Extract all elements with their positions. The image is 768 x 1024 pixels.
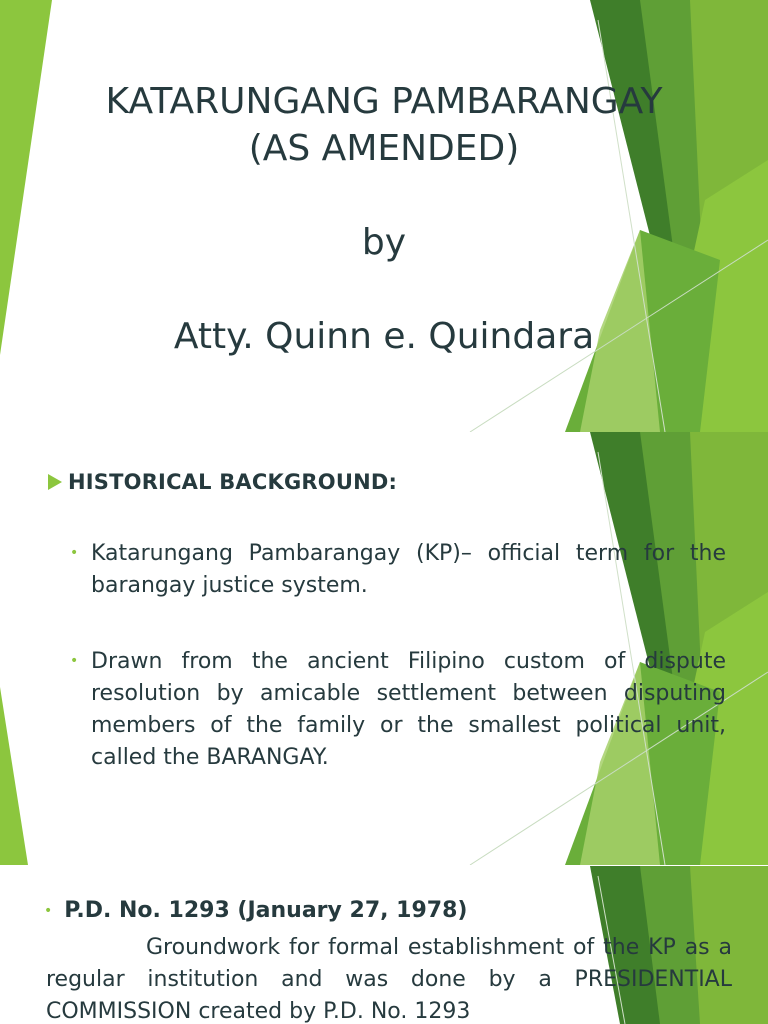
presentation-title (0, 78, 768, 360)
decree-heading (44, 898, 467, 923)
bullet-item (70, 646, 726, 774)
historical-background-slide (0, 432, 768, 865)
bullet-dot-icon: • (70, 653, 79, 669)
bullet-text: Drawn from the ancient Filipino custom of dispute resolution by amicable settlement between disputing members of the family or the smallest political unit, called the BARANGAY. (91, 649, 726, 770)
title-line: (AS AMENDED) (248, 128, 520, 169)
author-line: Atty. Quinn e. Quindara (173, 316, 595, 357)
title-slide (0, 0, 768, 432)
bullet-item (70, 538, 726, 602)
bullet-dot-icon: • (44, 902, 53, 919)
arrow-bullet-icon (48, 474, 62, 490)
decree-slide (0, 866, 768, 1024)
bullet-dot-icon: • (70, 545, 79, 561)
heading-text: HISTORICAL BACKGROUND: (68, 470, 398, 494)
title-line (0, 172, 768, 219)
decree-body-text: Groundwork for formal establishment of the KP as a regular institution and was done by a PRESIDENTIAL COMMISSION created by P.D. No. 1293 (46, 935, 732, 1024)
decree-heading-text: P.D. No. 1293 (January 27, 1978) (64, 898, 468, 923)
title-line (0, 266, 768, 313)
title-line: by (361, 222, 407, 263)
title-line: KATARUNGANG PAMBARANGAY (105, 81, 663, 122)
section-heading (48, 470, 397, 494)
bullet-text: Katarungang Pambarangay (KP)– official term for the barangay justice system. (91, 541, 726, 598)
